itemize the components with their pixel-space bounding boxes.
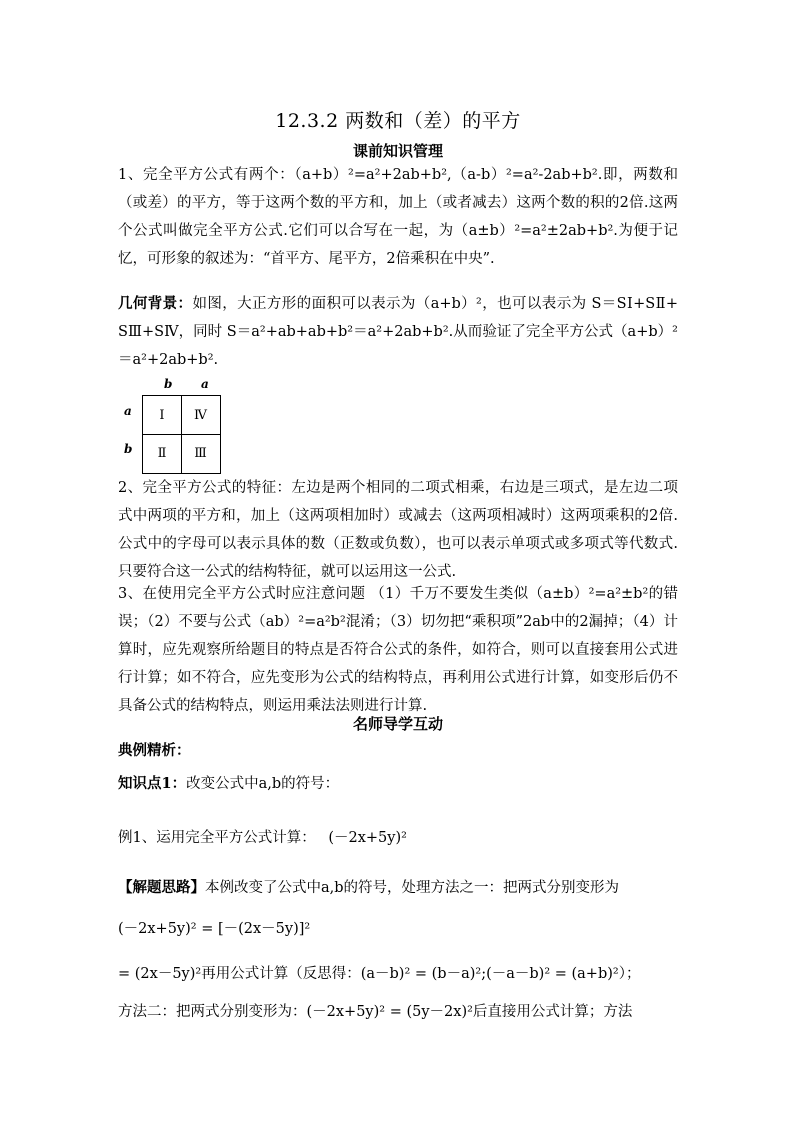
solution-idea-label: 【解题思路】 [118,879,205,896]
solution-idea [118,877,678,899]
method-2 [118,1001,678,1023]
example-1-text: 例1、运用完全平方公式计算： [118,830,316,846]
section-heading-pre-class: 课前知识管理 [352,142,443,160]
method-2-expression: (－2x+5y)² = (5y－2x)² [306,1004,473,1020]
grid-top-label-b: b [164,377,173,391]
equation-2-reflection: (a－b)² = (b－a)²;(－a－b)² = (a+b)² [360,966,619,982]
equation-1: (－2x+5y)² = [－(2x－5y)]² [118,921,311,937]
grid-cell-4: Ⅳ [181,395,221,435]
method-2-tail: 后直接用公式计算；方法 [472,1004,633,1020]
paragraph-features: 2、完全平方公式的特征：左边是两个相同的二项式相乘，右边是三项式，是左边二项式中两项的平方和，加上（这两项相加时）或减去（这两项相减时）这两项乘积的2倍.公式中的字母可以表示具体的数（正数或负数），也可以表示单项式或多项式等代数式.只要符合这一公式的结构特征，就可以运用这一公式. [118,480,678,580]
grid-cell-1: Ⅰ [142,395,182,435]
example-1 [118,827,678,849]
geometry-label: 几何背景： [118,295,193,312]
section-heading-teacher: 名师导学互动 [352,715,443,733]
paragraph-formulas: 1、完全平方公式有两个：（a+b）²=a²+2ab+b²,（a-b）²=a²-2ab+b².即，两数和（或差）的平方，等于这两个数的平方和，加上（或者减去）这两个数的积的2倍.这两个公式叫做完全平方公式.它们可以合写在一起，为（a±b）²=a²±2ab+b².为便于记忆，可形象的叙述为：“首平方、尾平方，2倍乘积在中央”. [118,167,678,267]
equation-2-left: = (2x－5y)² [118,966,202,982]
grid-side-label-b: b [124,442,133,456]
paragraph-cautions: 3、在使用完全平方公式时应注意问题 （1）千万不要发生类似（a±b）²=a²±b²的错误；（2）不要与公式（ab）²=a²b²混淆；（3）切勿把“乘积项”2ab中的2漏掉；（4）计算时，应先观察所给题目的特点是否符合公式的条件，如符合，则可以直接套用公式进行计算；如不符合，应先变形为公式的结构特点，再利用公式进行计算，如变形后仍不具备公式的结构特点，则运用乘法法则进行计算. [118,586,678,714]
knowledge-point-label: 知识点1： [118,775,187,792]
example-heading: 典例精析： [118,742,191,759]
geometry-text: 如图，大正方形的面积可以表示为（a+b）²，也可以表示为 S＝SⅠ+SⅡ+ SⅢ+SⅣ，同时 S＝a²+ab+ab+b²＝a²+2ab+b².从而验证了完全平方公式（a+b）²＝a²+2ab+b². [118,296,678,368]
grid-cell-3: Ⅲ [181,434,221,474]
equation-2-text: 再用公式计算（反思得： [201,966,361,982]
solution-idea-text: 本例改变了公式中a,b的符号，处理方法之一：把两式分别变形为 [205,880,620,896]
area-diagram [118,375,228,470]
grid-side-label-a: a [124,404,132,418]
example-1-expression: (－2x+5y)² [328,830,407,846]
equation-2 [118,963,678,985]
knowledge-point-1 [118,773,678,795]
knowledge-point-text: 改变公式中a,b的符号： [186,776,340,792]
paragraph-geometry [118,290,678,374]
grid-top-label-a: a [201,377,209,391]
grid-cell-2: Ⅱ [142,434,182,474]
page-title: 12.3.2 两数和（差）的平方 [275,110,521,132]
method-2-text: 方法二：把两式分别变形为： [118,1004,307,1020]
equation-2-end: ）； [618,966,641,982]
